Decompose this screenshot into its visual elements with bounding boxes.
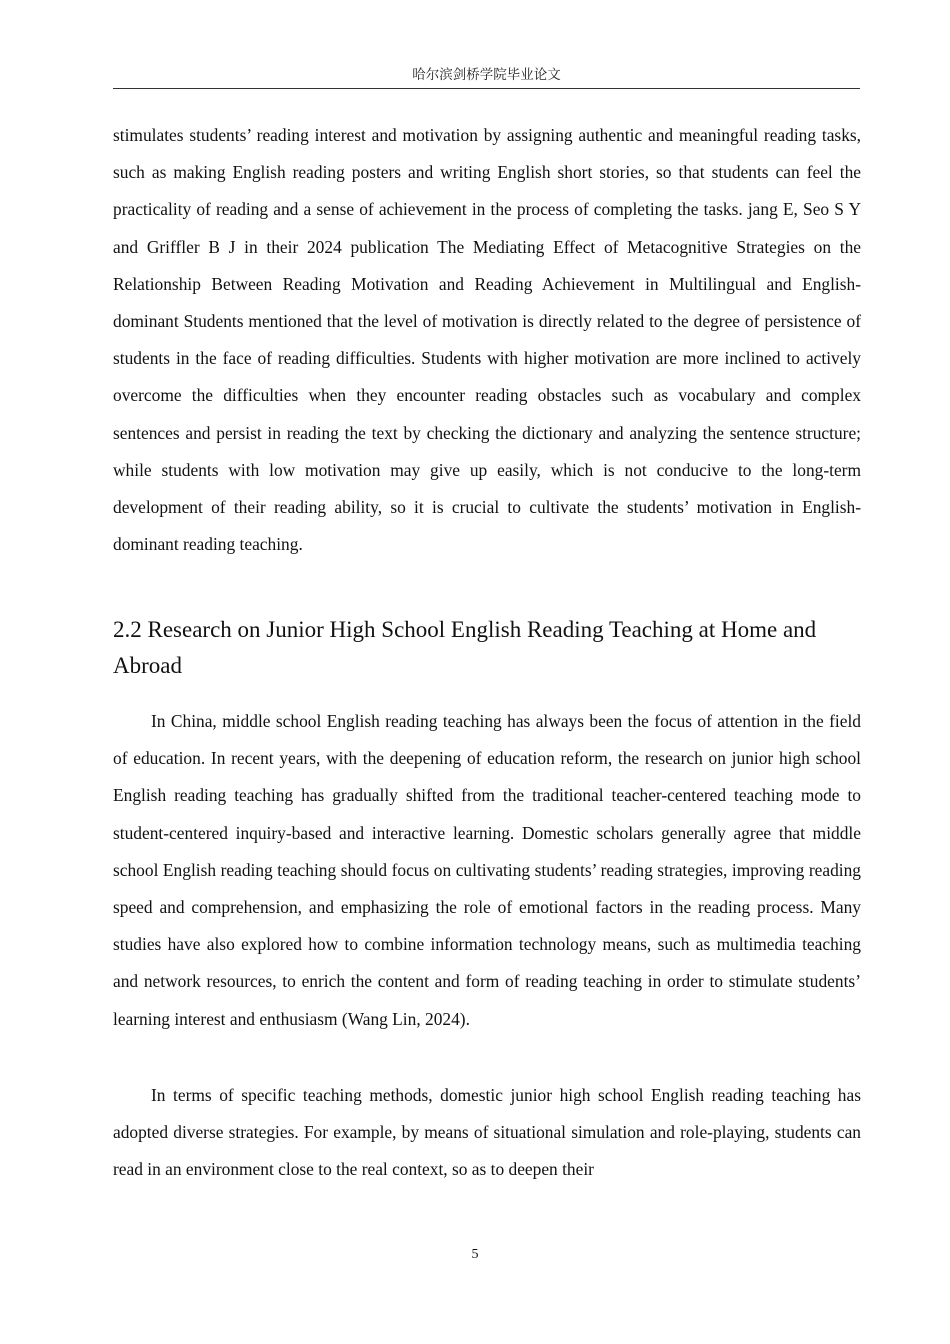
page-header: 哈尔滨剑桥学院毕业论文 (412, 67, 561, 83)
paragraph-teaching-methods: In terms of specific teaching methods, domestic junior high school English reading teaching has adopted diverse strategies. For example, by means of situational simulation and role-playing, students can read in an environment close to the real context, so as to deepen their (113, 1085, 861, 1180)
paragraph-china-research: In China, middle school English reading teaching has always been the focus of attention in the field of education. In recent years, with the deepening of education reform, the research on junior high school English reading teaching has gradually shifted from the traditional teacher-centered teaching mode to student-centered inquiry-based and interactive learning. Domestic scholars generally agree that middle school English reading teaching should focus on cultivating students’ reading strategies, improving reading speed and comprehension, and emphasizing the role of emotional factors in the reading process. Many studies have also explored how to combine information technology means, such as multimedia teaching and network resources, to enrich the content and form of reading teaching in order to stimulate students’ learning interest and enthusiasm (Wang Lin, 2024). (113, 711, 861, 1029)
section-heading: 2.2 Research on Junior High School English Reading Teaching at Home and Abroad (113, 617, 817, 678)
paragraph-motivation: stimulates students’ reading interest and motivation by assigning authentic and meaningful reading tasks, such as making English reading posters and writing English short stories, so that students can feel the practicality of reading and a sense of achievement in the process of completing the tasks. jang E, Seo S Y and Griffler B J in their 2024 publication The Mediating Effect of Metacognitive Strategies on the Relationship Between Reading Motivation and Reading Achievement in Multilingual and English-dominant Students mentioned that the level of motivation is directly related to the degree of persistence of students in the face of reading difficulties. Students with higher motivation are more inclined to actively overcome the difficulties when they encounter reading obstacles such as vocabulary and complex sentences and persist in reading the text by checking the dictionary and analyzing the sentence structure; while students with low motivation may give up easily, which is not conducive to the long-term development of their reading ability, so it is crucial to cultivate the students’ motivation in English-dominant reading teaching. (113, 125, 861, 555)
header-divider (113, 88, 860, 89)
page-number: 5 (471, 1247, 479, 1262)
